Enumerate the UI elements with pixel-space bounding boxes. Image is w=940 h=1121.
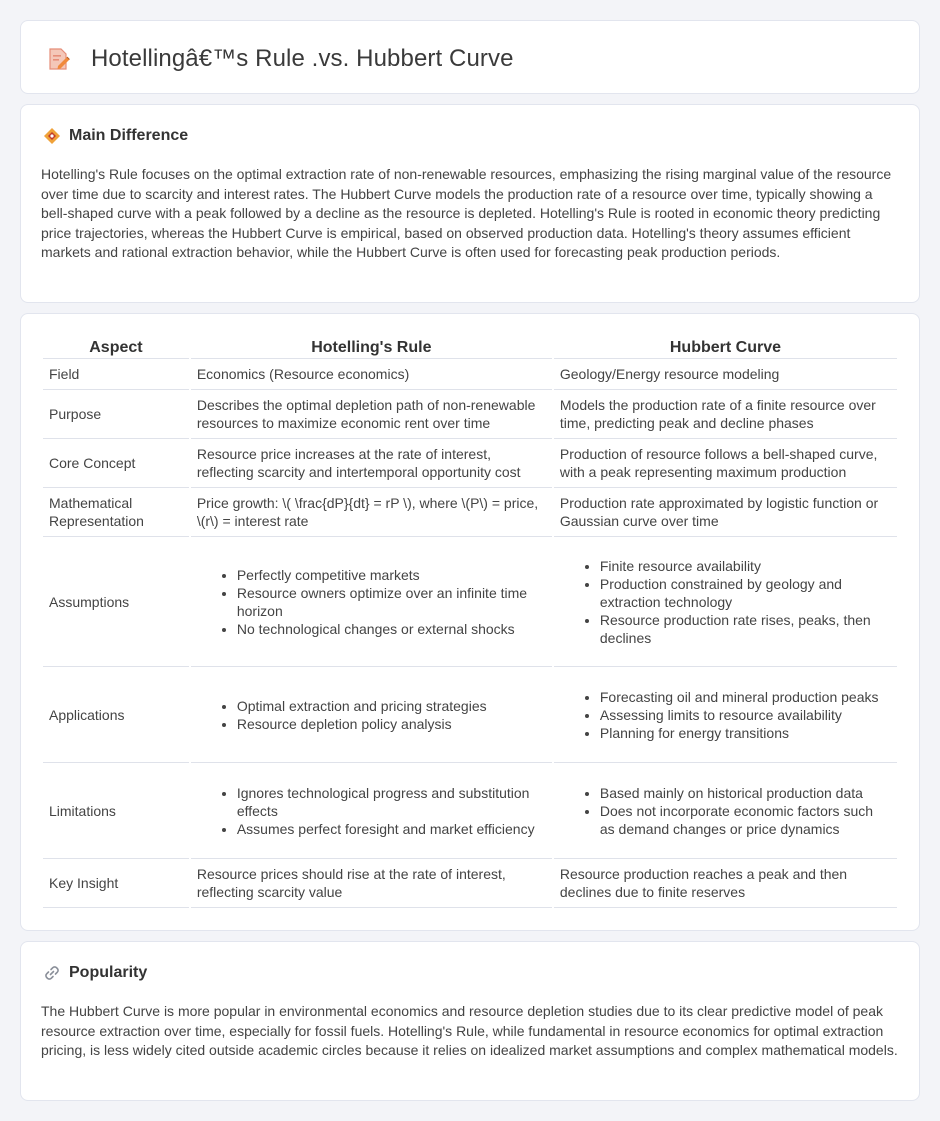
row-hubbert — [554, 763, 897, 859]
list-item: • Production constrained by geology and extraction technology — [600, 575, 891, 611]
header-hubbert: Hubbert Curve — [554, 336, 897, 359]
popularity-heading — [43, 964, 147, 982]
row-hotelling: Resource prices should rise at the rate of interest, reflecting scarcity value — [191, 859, 552, 908]
row-hotelling: Describes the optimal depletion path of non-renewable resources to maximize economic rent over time — [191, 390, 552, 439]
table-row — [43, 537, 897, 667]
bullet-list — [560, 784, 891, 838]
row-aspect: Mathematical Representation — [43, 488, 189, 537]
list-item: • Perfectly competitive markets — [237, 566, 546, 584]
table-row — [43, 667, 897, 763]
table-row — [43, 859, 897, 908]
header-card — [20, 20, 920, 94]
list-item: • No technological changes or external shocks — [237, 620, 546, 638]
row-hubbert: Models the production rate of a finite resource over time, predicting peak and decline phases — [554, 390, 897, 439]
row-aspect: Key Insight — [43, 859, 189, 908]
bullet-list — [560, 557, 891, 647]
list-item: • Assessing limits to resource availability — [600, 706, 891, 724]
header-hotelling: Hotelling's Rule — [191, 336, 552, 359]
main-difference-text: Hotelling's Rule focuses on the optimal extraction rate of non-renewable resources, emphasizing the rising marginal value of the resource over time due to scarcity and interest rates. The Hubbert Curve models the production rate of a resource over time, typically showing a bell-shaped curve with a peak followed by a decline as the resource is depleted. Hotelling's Rule is rooted in economic theory predicting price trajectories, whereas the Hubbert Curve is empirical, based on observed production data. Hotelling's theory assumes efficient markets and rational extraction behavior, while the Hubbert Curve is often used for forecasting peak production periods. — [41, 166, 892, 261]
list-item: • Resource production rate rises, peaks, then declines — [600, 611, 891, 647]
row-hotelling — [191, 667, 552, 763]
list-item: • Assumes perfect foresight and market efficiency — [237, 820, 546, 838]
list-item: • Ignores technological progress and substitution effects — [237, 784, 546, 820]
diamond-badge-icon — [43, 127, 61, 145]
main-difference-heading — [43, 127, 188, 145]
row-hotelling: Resource price increases at the rate of interest, reflecting scarcity and intertemporal opportunity cost — [191, 439, 552, 488]
row-aspect: Core Concept — [43, 439, 189, 488]
table-header-row — [43, 336, 897, 359]
bullet-list — [197, 697, 546, 733]
title-row — [47, 45, 514, 73]
page-title: Hotellingâ€™s Rule .vs. Hubbert Curve — [91, 45, 514, 72]
main-difference-card — [20, 104, 920, 303]
list-item: • Resource owners optimize over an infinite time horizon — [237, 584, 546, 620]
row-aspect: Field — [43, 359, 189, 390]
row-hotelling: Economics (Resource economics) — [191, 359, 552, 390]
row-aspect: Assumptions — [43, 537, 189, 667]
comparison-table-card — [20, 313, 920, 931]
list-item: • Planning for energy transitions — [600, 724, 891, 742]
row-hotelling — [191, 763, 552, 859]
popularity-card — [20, 941, 920, 1101]
row-aspect: Limitations — [43, 763, 189, 859]
popularity-text: The Hubbert Curve is more popular in environmental economics and resource depletion studies due to its clear predictive model of peak resource extraction over time, especially for fossil fuels. Hotelling's Rule, while fundamental in resource economics for optimal extraction pricing, is less widely cited outside academic circles because it relies on idealized market assumptions and complex mathematical models. — [41, 1003, 898, 1059]
popularity-title: Popularity — [69, 964, 148, 981]
row-hubbert: Production rate approximated by logistic function or Gaussian curve over time — [554, 488, 897, 537]
comparison-table — [41, 336, 899, 908]
row-hubbert: Production of resource follows a bell-shaped curve, with a peak representing maximum production — [554, 439, 897, 488]
list-item: • Resource depletion policy analysis — [237, 715, 546, 733]
bullet-list — [197, 566, 546, 638]
list-item: • Finite resource availability — [600, 557, 891, 575]
table-row — [43, 390, 897, 439]
table-row — [43, 763, 897, 859]
bullet-list — [560, 688, 891, 742]
table-row — [43, 439, 897, 488]
header-aspect: Aspect — [43, 336, 189, 359]
row-hotelling — [191, 537, 552, 667]
row-hubbert: Geology/Energy resource modeling — [554, 359, 897, 390]
table-row — [43, 488, 897, 537]
document-edit-icon — [47, 46, 71, 72]
list-item: • Based mainly on historical production data — [600, 784, 891, 802]
list-item: • Does not incorporate economic factors such as demand changes or price dynamics — [600, 802, 891, 838]
row-hubbert — [554, 537, 897, 667]
link-icon — [43, 964, 61, 982]
list-item: • Optimal extraction and pricing strategies — [237, 697, 546, 715]
row-aspect: Purpose — [43, 390, 189, 439]
bullet-list — [197, 784, 546, 838]
row-hubbert — [554, 667, 897, 763]
row-hubbert: Resource production reaches a peak and then declines due to finite reserves — [554, 859, 897, 908]
row-aspect: Applications — [43, 667, 189, 763]
row-hotelling: Price growth: \( \frac{dP}{dt} = rP \), where \(P\) = price, \(r\) = interest rate — [191, 488, 552, 537]
main-difference-title: Main Difference — [69, 127, 189, 144]
list-item: • Forecasting oil and mineral production peaks — [600, 688, 891, 706]
table-row — [43, 359, 897, 390]
